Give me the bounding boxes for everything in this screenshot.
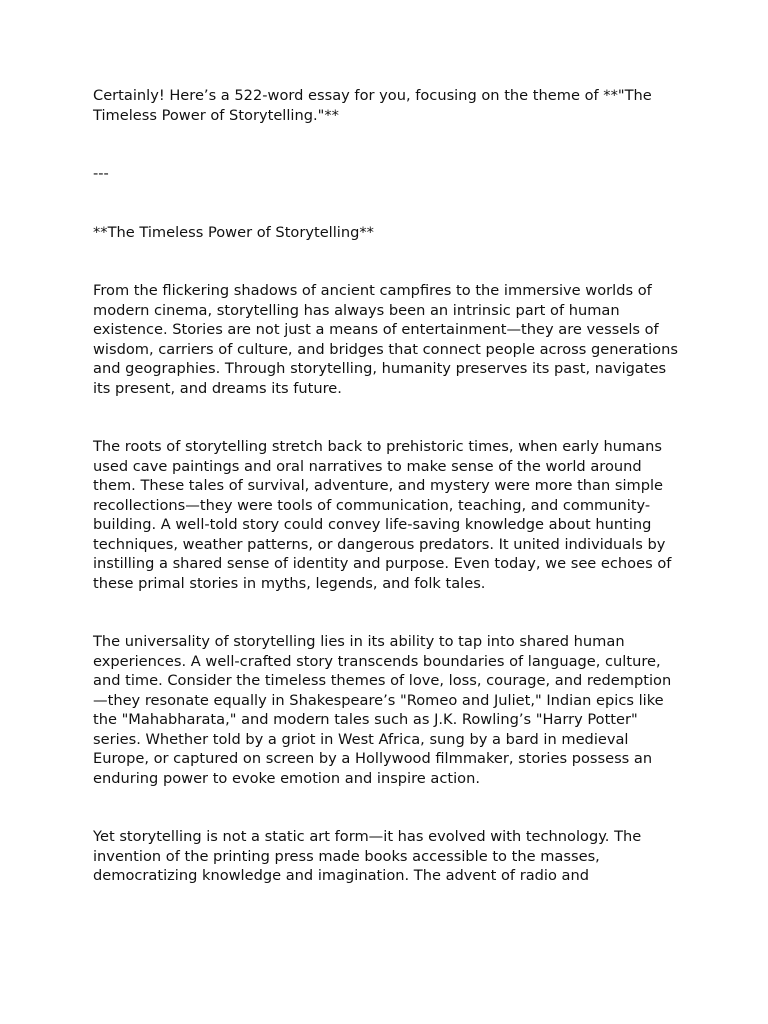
body-paragraph-2: The roots of storytelling stretch back to prehistoric times, when early humans used cave paintings and oral narratives to make sense of the world around them. These tales of survival, adventure, and mystery were more than simple recollections—they were tools of communication, teaching, and community-building. A well-told story could convey life-saving knowledge about hunting techniques, weather patterns, or dangerous predators. It united individuals by instilling a shared sense of identity and purpose. Even today, we see echoes of these primal stories in myths, legends, and folk tales. xyxy=(93,438,672,592)
intro-paragraph: Certainly! Here’s a 522-word essay for you, focusing on the theme of **"The Timeless Power of Storytelling."** xyxy=(93,87,652,124)
separator-line: --- xyxy=(93,165,109,182)
body-paragraph-3: The universality of storytelling lies in its ability to tap into shared human experiences. A well-crafted story transcends boundaries of language, culture, and time. Consider the timeless themes of love, loss, courage, and redemption—they resonate equally in Shakespeare’s "Romeo and Juliet," Indian epics like the "Mahabharata," and modern tales such as J.K. Rowling’s "Harry Potter" series. Whether told by a griot in West Africa, sung by a bard in medieval Europe, or captured on screen by a Hollywood filmmaker, stories possess an enduring power to evoke emotion and inspire action. xyxy=(93,633,672,787)
essay-heading: **The Timeless Power of Storytelling** xyxy=(93,223,374,241)
document-body xyxy=(93,86,683,886)
body-paragraph-1: From the flickering shadows of ancient campfires to the immersive worlds of modern cinema, storytelling has always been an intrinsic part of human existence. Stories are not just a means of entertainment—they are vessels of wisdom, carriers of culture, and bridges that connect people across generations and geographies. Through storytelling, humanity preserves its past, navigates its present, and dreams its future. xyxy=(93,282,678,397)
body-paragraph-4: Yet storytelling is not a static art form—it has evolved with technology. The invention of the printing press made books accessible to the masses, democratizing knowledge and imagination. The advent of radio and xyxy=(93,828,642,884)
